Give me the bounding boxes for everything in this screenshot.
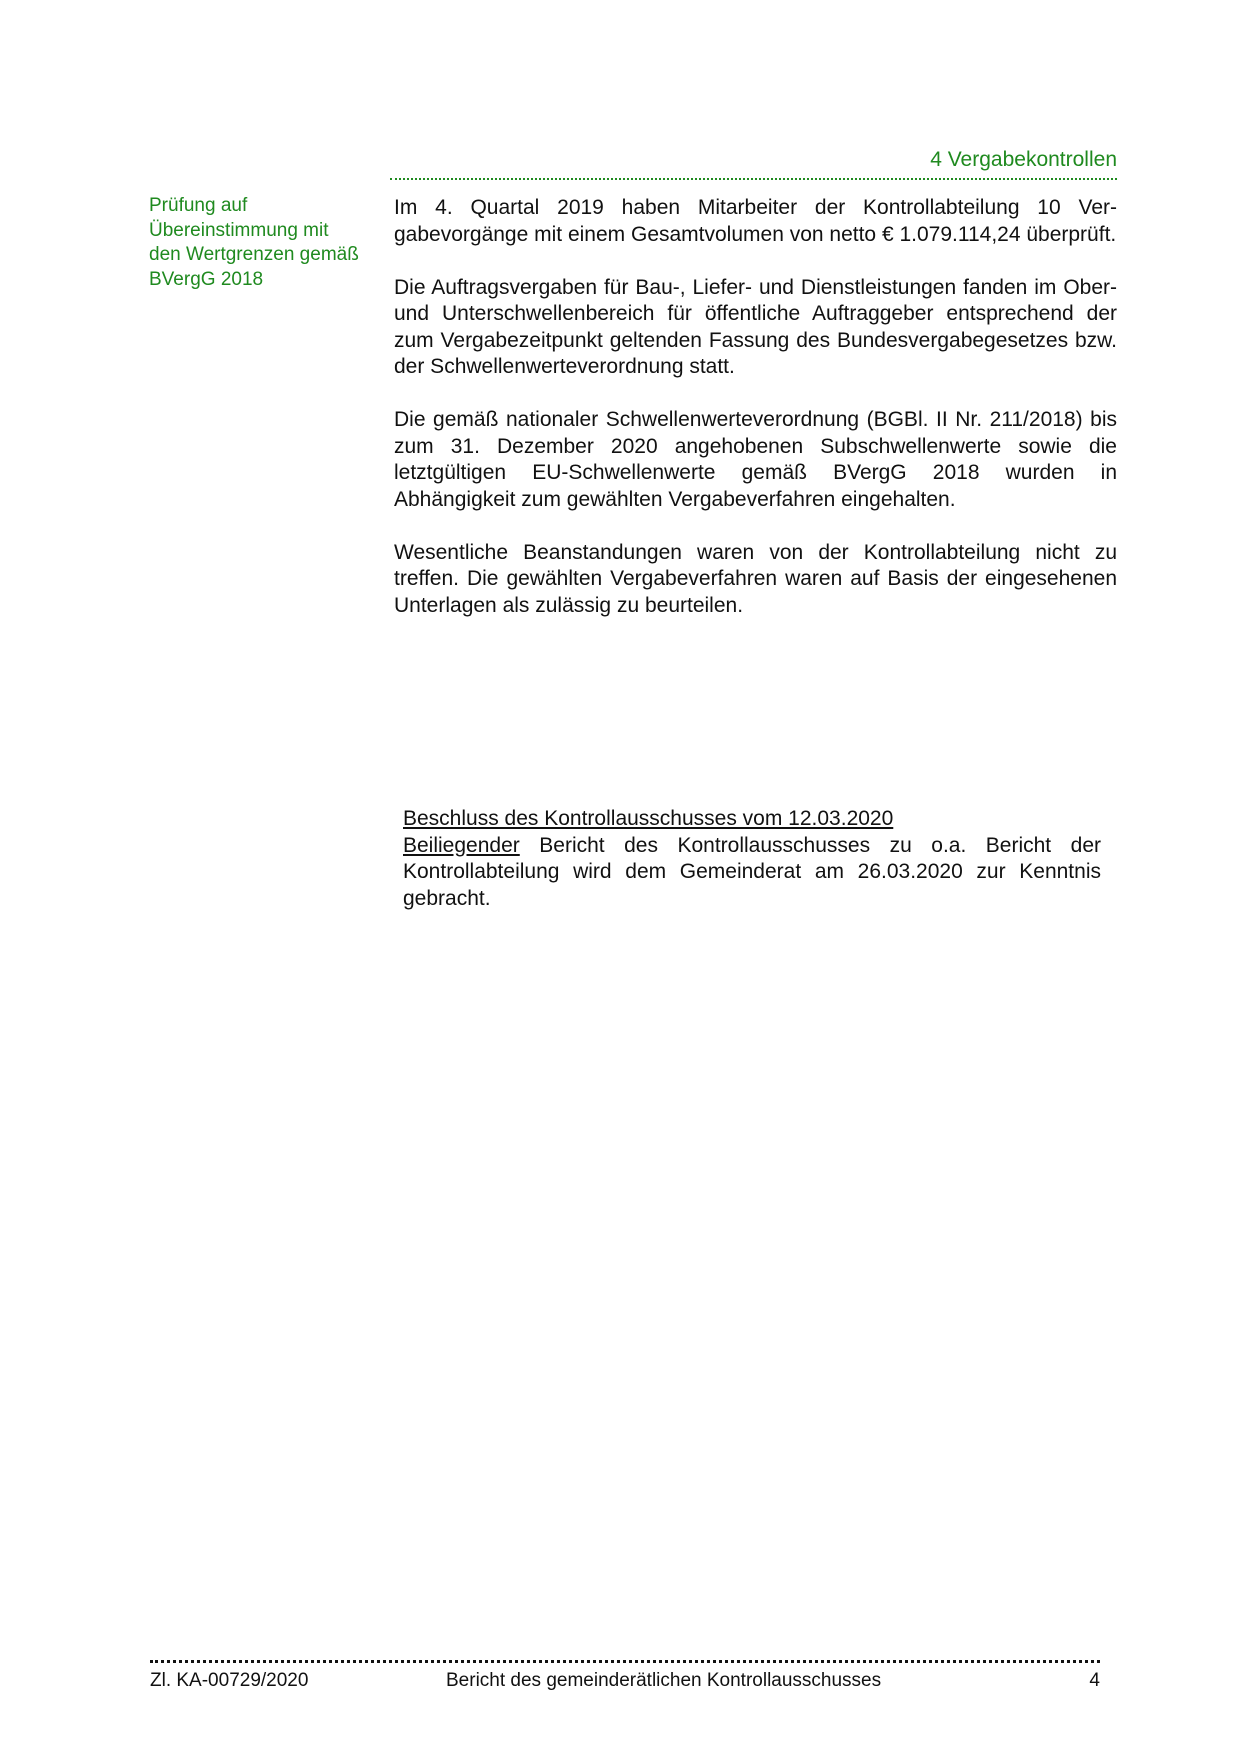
resolution-lead: Beiliegender bbox=[403, 833, 520, 857]
body-text bbox=[394, 195, 1117, 646]
footer-reference: Zl. KA-00729/2020 bbox=[150, 1670, 309, 1691]
footer-title: Bericht des gemeinderätlichen Kontrollausschusses bbox=[446, 1670, 882, 1691]
resolution-block bbox=[403, 806, 1101, 912]
paragraph: Die gemäß nationaler Schwellenwerteverordnung (BGBl. II Nr. 211/2018) bis zum 31. Dezember 2020 angehobenen Subschwellenwerte sowie die letztgültigen EU-Schwellenwerte gemäß BVergG 2018 wurden in Abhängigkeit zum gewählten Vergabeverfahren eingehalten. bbox=[394, 408, 1117, 511]
chapter-header: 4 Vergabekontrollen bbox=[930, 148, 1117, 171]
resolution-title: Beschluss des Kontrollausschusses vom 12.03.2020 bbox=[403, 807, 894, 830]
paragraph: Die Auftragsvergaben für Bau-, Liefer- und Dienstleistungen fanden im Ober- und Unterschwellenbereich für öffentliche Auftraggeber entsprechend der zum Vergabezeitpunkt geltenden Fassung des Bundesvergabegesetzes bzw. der Schwellenwerteverordnung statt. bbox=[394, 275, 1117, 378]
resolution-body: Bericht des Kontrollausschusses zu o.a. Bericht der Kontrollabteilung wird dem Gemeinderat am 26.03.2020 zur Kenntnis gebracht. bbox=[403, 833, 1101, 910]
resolution-text bbox=[403, 833, 1101, 913]
footer-divider bbox=[150, 1660, 1100, 1663]
paragraph: Wesentliche Beanstandungen waren von der Kontrollabteilung nicht zu treffen. Die gewählten Vergabeverfahren waren auf Basis der eingesehenen Unterlagen als zulässig zu beurteilen. bbox=[394, 540, 1117, 617]
page-number: 4 bbox=[1089, 1670, 1100, 1691]
header-divider bbox=[390, 178, 1117, 180]
margin-note: Prüfung auf Übereinstimmung mit den Wertgrenzen gemäß BVergG 2018 bbox=[149, 195, 359, 290]
paragraph: Im 4. Quartal 2019 haben Mitarbeiter der Kontrollabteilung 10 Vergabevorgänge mit einem Gesamtvolumen von netto € 1.079.114,24 überprüft. bbox=[394, 196, 1117, 246]
